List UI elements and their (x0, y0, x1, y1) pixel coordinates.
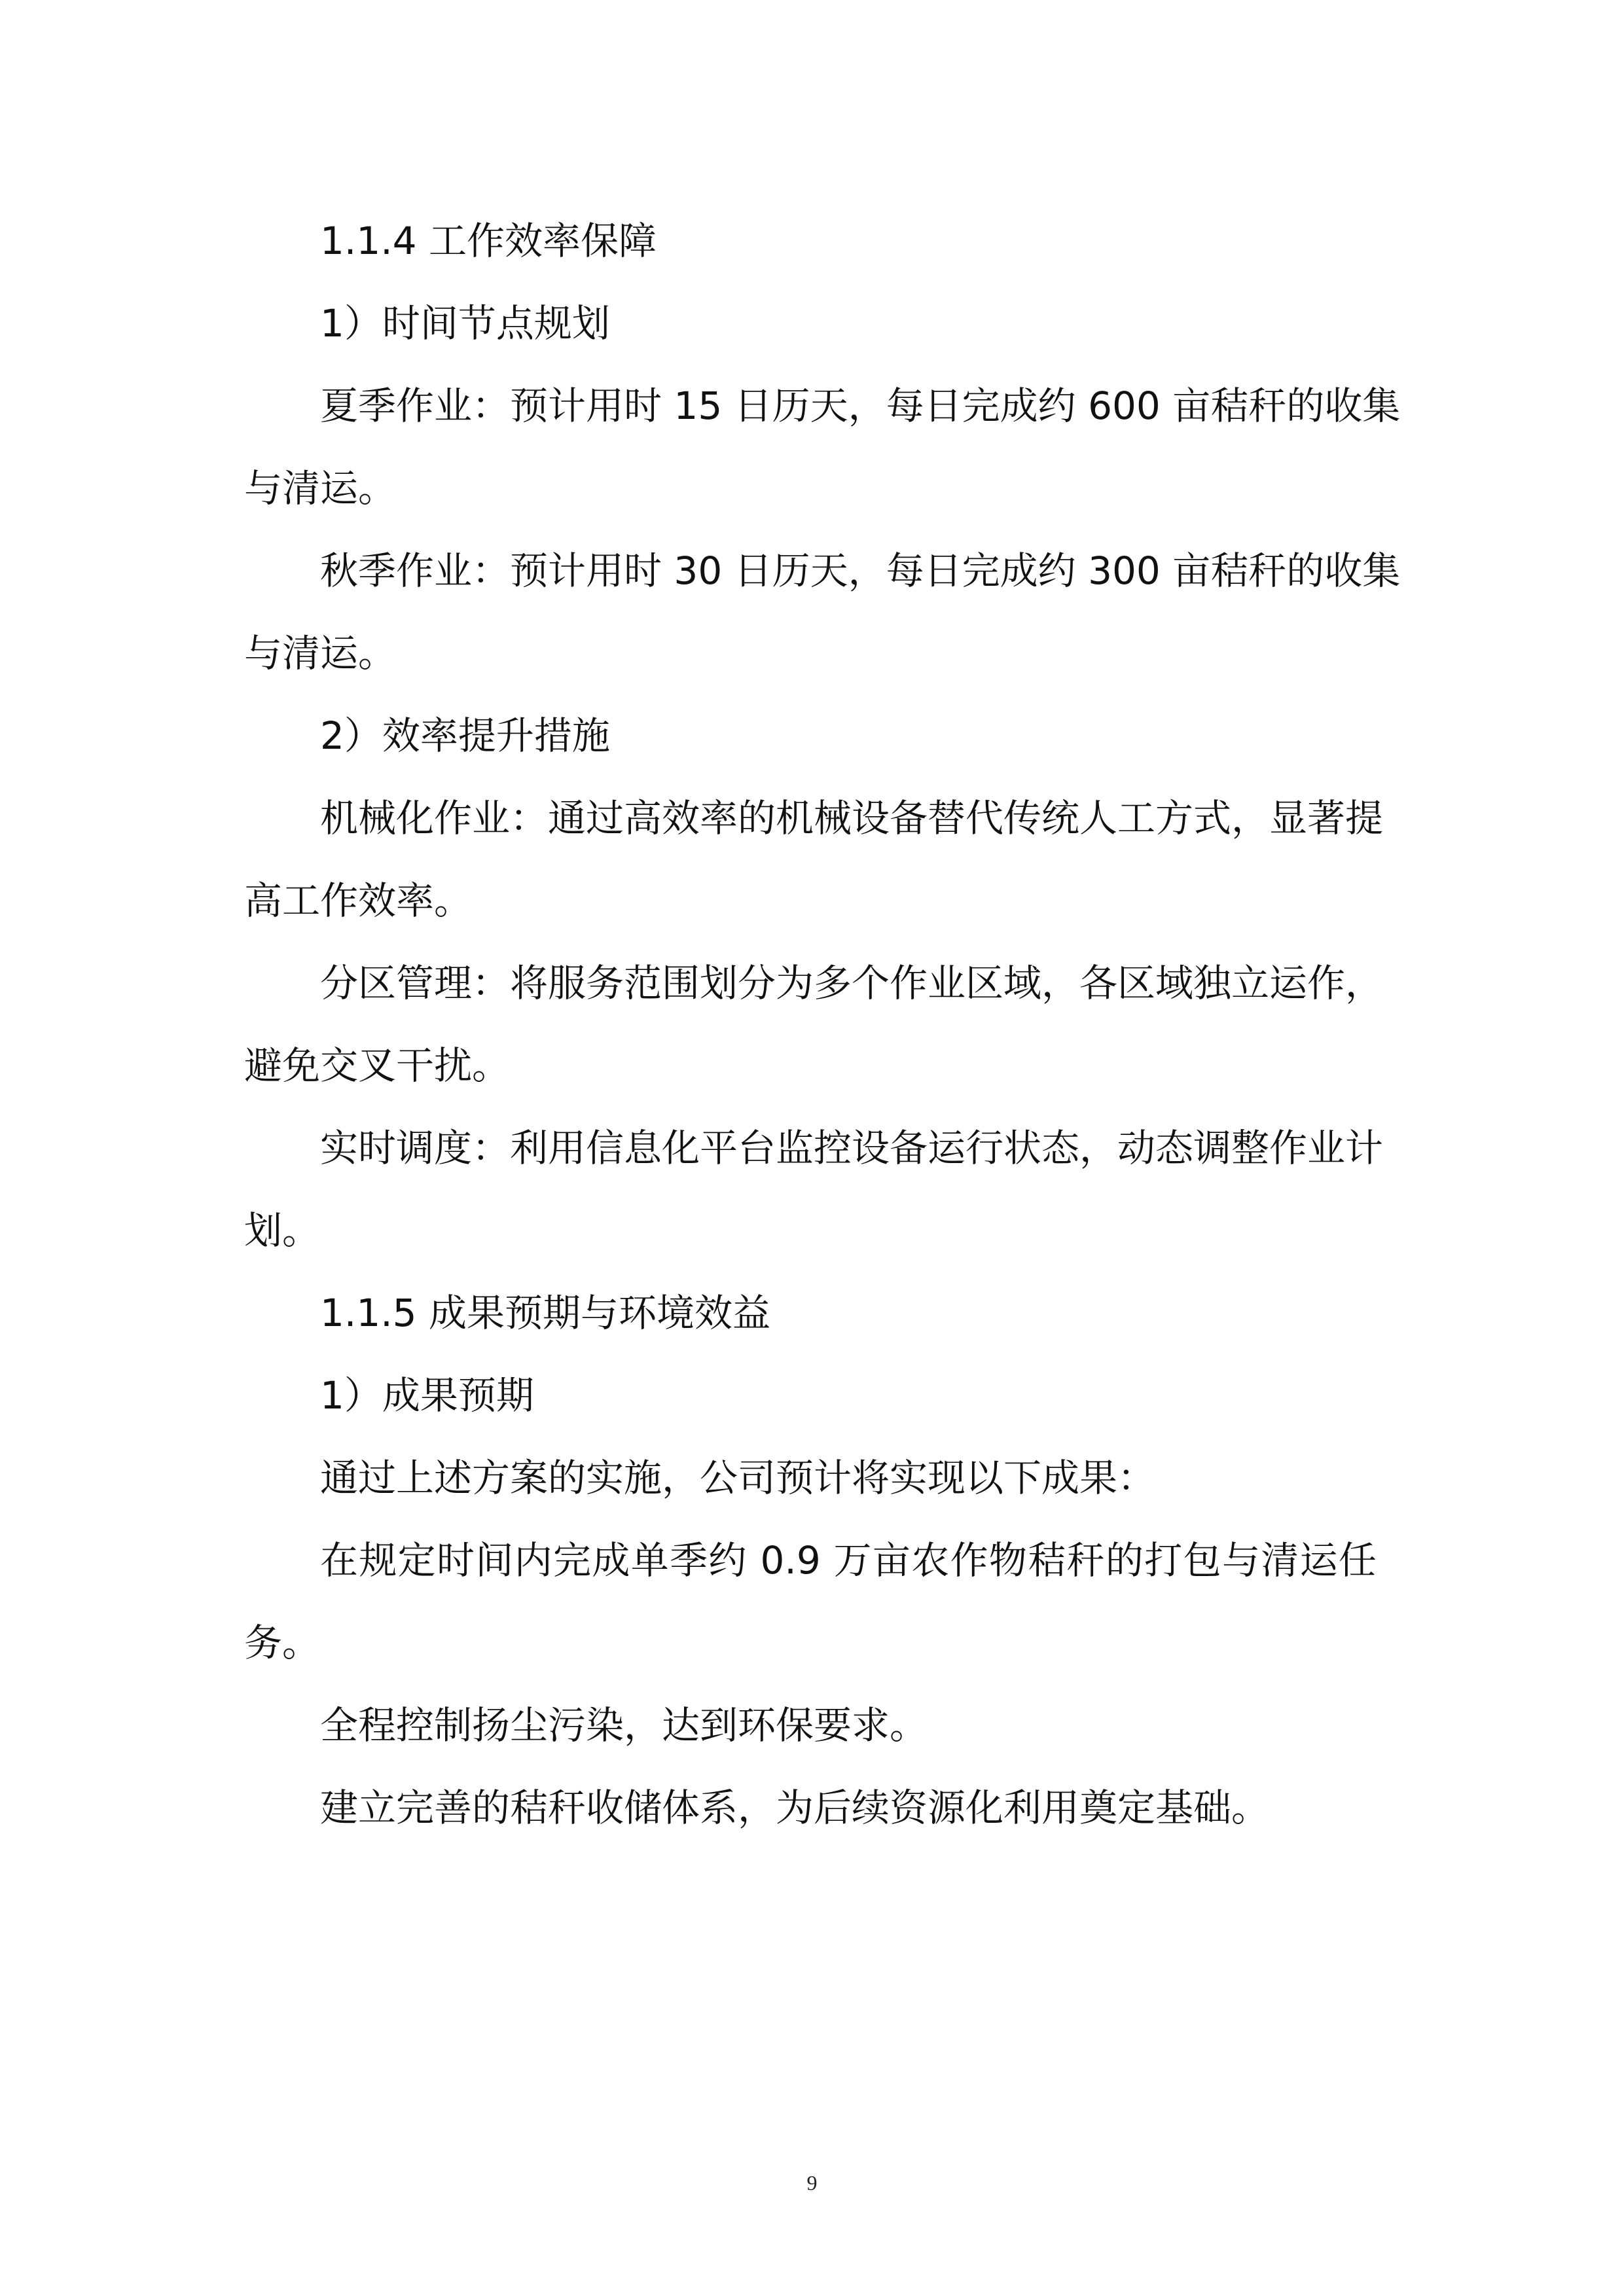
paragraph-summer-line-1-text: 夏季作业：预计用时 15 日历天，每日完成约 600 亩秸秆的收集 (320, 384, 1401, 428)
paragraph-summer-line-1 (244, 365, 1401, 447)
paragraph-zoning-line-2: 避免交叉干扰。 (244, 1043, 511, 1088)
subheading-results: 1）成果预期 (320, 1373, 534, 1418)
paragraph-mechanization-line-1 (244, 777, 1384, 859)
paragraph-zoning-line-1-text: 分区管理：将服务范围划分为多个作业区域，各区域独立运作， (320, 961, 1384, 1005)
section-heading-1-1-5: 1.1.5 成果预期与环境效益 (320, 1291, 771, 1335)
paragraph-dispatch-line-2: 划。 (244, 1208, 321, 1253)
paragraph-autumn-line-1 (244, 529, 1401, 612)
paragraph-mechanization-line-1-text: 机械化作业：通过高效率的机械设备替代传统人工方式，显著提 (320, 796, 1384, 840)
paragraph-dispatch-line-1-text: 实时调度：利用信息化平台监控设备运行状态，动态调整作业计 (320, 1126, 1384, 1170)
section-heading-1-1-4: 1.1.4 工作效率保障 (320, 219, 657, 263)
paragraph-zoning-line-1 (244, 942, 1384, 1024)
paragraph-results-intro: 通过上述方案的实施，公司预计将实现以下成果： (320, 1456, 1156, 1500)
paragraph-summer-line-2: 与清运。 (244, 466, 397, 511)
subheading-efficiency-measures: 2）效率提升措施 (320, 713, 610, 758)
subheading-time-planning: 1）时间节点规划 (320, 301, 610, 346)
paragraph-result-1-line-1 (244, 1519, 1377, 1602)
document-body (244, 200, 1401, 1849)
paragraph-result-1-line-2: 务。 (244, 1621, 321, 1665)
paragraph-result-3: 建立完善的秸秆收储体系，为后续资源化利用奠定基础。 (320, 1785, 1270, 1830)
paragraph-result-2: 全程控制扬尘污染，达到环保要求。 (320, 1703, 928, 1748)
paragraph-dispatch-line-1 (244, 1107, 1384, 1189)
paragraph-result-1-line-1-text: 在规定时间内完成单季约 0.9 万亩农作物秸秆的打包与清运任 (320, 1538, 1377, 1583)
paragraph-autumn-line-1-text: 秋季作业：预计用时 30 日历天，每日完成约 300 亩秸秆的收集 (320, 548, 1401, 593)
paragraph-autumn-line-2: 与清运。 (244, 631, 397, 675)
page-number: 9 (806, 2171, 818, 2195)
paragraph-mechanization-line-2: 高工作效率。 (244, 878, 473, 923)
